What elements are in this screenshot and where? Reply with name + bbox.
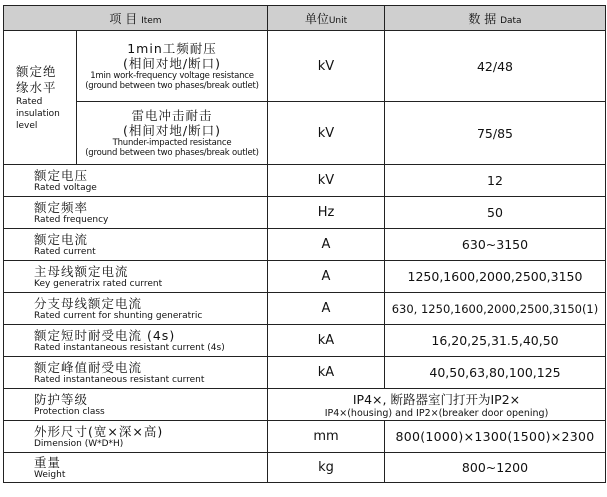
item-en-line2: (ground between two phases/break outlet) (85, 148, 259, 158)
unit-cell: kV (268, 102, 385, 165)
item-cn: 分支母线额定电流 (34, 295, 143, 311)
value-cell: 75/85 (385, 102, 606, 165)
data-header-en: Data (500, 15, 522, 26)
table-row (4, 453, 606, 483)
insulation-group-cell (4, 31, 77, 165)
table-row (4, 293, 606, 325)
table-row (4, 421, 606, 453)
unit-cell: kV (268, 165, 385, 197)
data-header (385, 6, 606, 31)
item-en: Rated frequency (34, 214, 109, 225)
protection-value: IP4×, 断路器室门打开为IP2× (352, 392, 521, 407)
table-row (4, 197, 606, 229)
unit-cell: kA (268, 357, 385, 389)
value-cell: 630~3150 (385, 229, 606, 261)
item-header-cn: 项 目 (109, 11, 138, 26)
item-cell (4, 261, 268, 293)
protection-value-cell (268, 389, 606, 421)
value-cell: 50 (385, 197, 606, 229)
item-cn: 防护等级 (34, 391, 89, 407)
item-en-line1: Thunder-impacted resistance (112, 137, 232, 148)
item-en-line2: (ground between two phases/break outlet) (85, 81, 259, 91)
item-en: Rated instantaneous resistant current (34, 374, 205, 385)
value-cell: 40,50,63,80,100,125 (385, 357, 606, 389)
item-cn: 外形尺寸(宽×深×高) (34, 423, 164, 439)
unit-header (268, 6, 385, 31)
item-cell (4, 357, 268, 389)
item-cn: 额定频率 (34, 199, 89, 215)
table-row (4, 357, 606, 389)
value-cell: 16,20,25,31.5,40,50 (385, 325, 606, 357)
group-en-line3: level (16, 120, 38, 131)
table-row (4, 325, 606, 357)
item-cn: 额定峰值耐受电流 (34, 359, 143, 375)
item-en: Protection class (34, 406, 105, 417)
unit-cell: kA (268, 325, 385, 357)
item-cn: 重量 (34, 454, 62, 470)
group-en-line1: Rated (16, 96, 43, 107)
table-row (4, 229, 606, 261)
value-cell: 42/48 (385, 31, 606, 102)
item-cell (4, 325, 268, 357)
item-en: Dimension (W*D*H) (34, 438, 124, 449)
item-cell (4, 453, 268, 483)
item-cn-line2: (相间对地/断口) (123, 122, 221, 138)
item-cell (4, 197, 268, 229)
item-en: Rated current (34, 246, 96, 257)
insulation-item-cell (77, 31, 268, 102)
item-cn: 额定短时耐受电流 (4s) (34, 327, 176, 343)
insulation-item-cell (77, 102, 268, 165)
specification-table (3, 5, 606, 483)
table-row (4, 389, 606, 421)
item-header-en: Item (141, 15, 162, 26)
item-cell (4, 229, 268, 261)
item-cell (4, 165, 268, 197)
item-cell (4, 421, 268, 453)
table-row (4, 165, 606, 197)
value-cell: 630, 1250,1600,2000,2500,3150(1) (385, 293, 606, 325)
item-cn-line2: (相间对地/断口) (123, 55, 221, 71)
item-en: Rated current for shunting generatric (34, 310, 203, 321)
item-cn: 额定电流 (34, 231, 89, 247)
item-cell (4, 293, 268, 325)
group-cn-line2: 缘水平 (16, 79, 57, 95)
item-en-line1: 1min work-frequency voltage resistance (90, 70, 254, 81)
value-cell: 12 (385, 165, 606, 197)
item-cn: 主母线额定电流 (34, 263, 129, 279)
table-row (4, 261, 606, 293)
table-row (4, 31, 606, 102)
group-en-line2: insulation (16, 108, 60, 119)
unit-cell: A (268, 261, 385, 293)
value-cell: 800(1000)×1300(1500)×2300 (385, 421, 606, 453)
group-cn-line1: 额定绝 (16, 63, 57, 79)
protection-value-en: IP4×(housing) and IP2×(breaker door opening) (324, 408, 549, 419)
unit-cell: kV (268, 31, 385, 102)
unit-cell: A (268, 229, 385, 261)
value-cell: 1250,1600,2000,2500,3150 (385, 261, 606, 293)
item-en: Key generatrix rated current (34, 278, 163, 289)
unit-cell: A (268, 293, 385, 325)
item-en: Weight (34, 469, 66, 480)
unit-cell: kg (268, 453, 385, 483)
item-cn-line1: 1min工频耐压 (127, 40, 217, 56)
item-en: Rated instantaneous resistant current (4s) (34, 342, 225, 353)
item-en: Rated voltage (34, 182, 97, 193)
unit-header-en: Unit (328, 15, 348, 26)
table-row (4, 102, 606, 165)
item-cn-line1: 雷电冲击耐击 (131, 107, 213, 123)
data-header-cn: 数 据 (468, 11, 497, 26)
item-header (4, 6, 268, 31)
unit-cell: mm (268, 421, 385, 453)
header-row (4, 6, 606, 31)
item-cn: 额定电压 (34, 167, 89, 183)
unit-header-cn: 单位 (304, 11, 329, 26)
value-cell: 800~1200 (385, 453, 606, 483)
item-cell (4, 389, 268, 421)
unit-cell: Hz (268, 197, 385, 229)
